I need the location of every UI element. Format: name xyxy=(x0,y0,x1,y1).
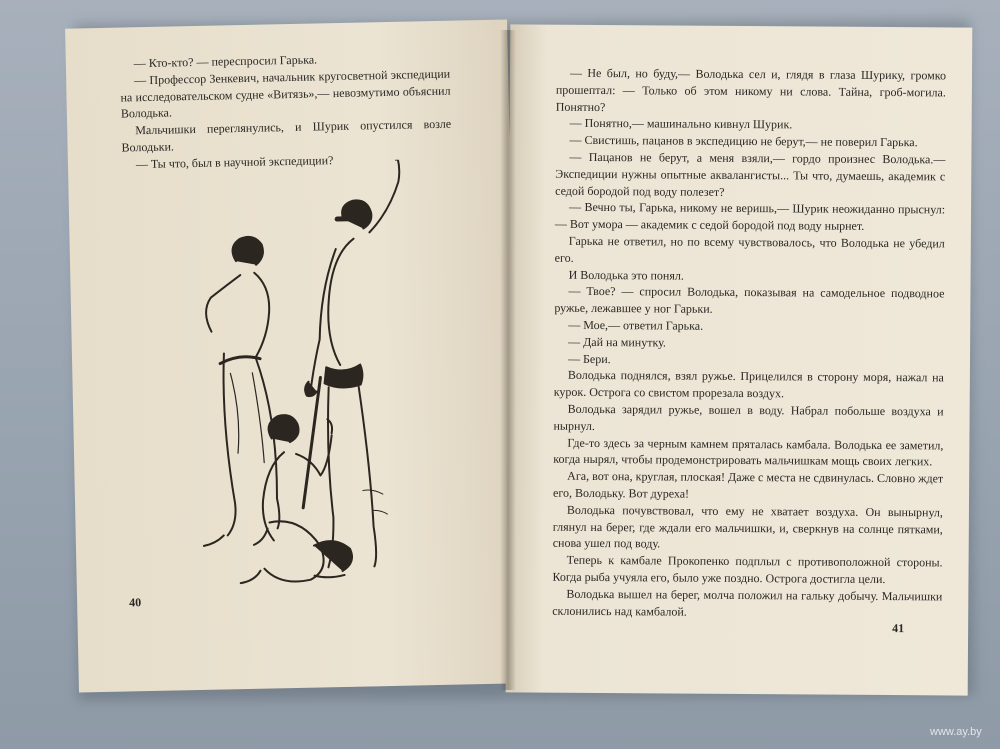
paragraph: — Профессор Зенкевич, начальник кругосветной экспедиции на исследовательском судне «Витязь»,— невозмутимо объяснил Володька. xyxy=(120,66,451,121)
paragraph: — Дай на минутку. xyxy=(568,334,666,350)
three-boys-sketch-icon xyxy=(156,159,429,594)
paragraph: — Бери. xyxy=(567,351,611,366)
page-number-left: 40 xyxy=(128,595,142,610)
paragraph: Ага, вот она, круглая, плоская! Даже с места не сдвинулась. Словно ждет его, Володьку. Вот дуреха! xyxy=(553,468,944,501)
paragraph: Гарька не ответил, но по всему чувствовалось, что Володька не убедил его. xyxy=(554,233,945,265)
paragraph: — Вечно ты, Гарька, никому не веришь,— Шурик неожиданно прыснул: — Вот умора — академик с седой бородой под воду нырнет. xyxy=(554,200,946,234)
left-page-text xyxy=(120,49,452,173)
paragraph: Володька почувствовал, что ему не хватает воздуха. Он вынырнул, глянул на берег, где ждали его мальчишки, и, сверкнув на солнце пятками, снова ушел под воду. xyxy=(552,502,943,551)
book-gutter xyxy=(500,30,516,690)
paragraph: — Кто-кто? — переспросил Гарька. xyxy=(133,52,318,71)
paragraph: — Пацанов не берут, а меня взяли,— гордо произнес Володька.— Экспедиции нужны опытные аквалангисты... Ты что, думаешь, академик с седой бородой под воду полезет? xyxy=(555,149,946,199)
paragraph: И Володька это понял. xyxy=(568,267,684,283)
watermark: www.ay.by xyxy=(930,726,982,738)
paragraph: Где-то здесь за черным камнем пряталась камбала. Володька ее заметил, когда нырял, чтобы продемонстрировать мальчишкам мощь своих легких. xyxy=(553,435,944,469)
paragraph: — Свистишь, пацанов в экспедицию не берут,— не поверил Гарька. xyxy=(569,132,918,150)
right-page-text xyxy=(552,65,946,622)
paragraph: — Мое,— ответил Гарька. xyxy=(568,317,704,333)
paragraph: Володька вышел на берег, молча положил на гальку добычу. Мальчишки склонились над камбалой. xyxy=(552,586,943,619)
paragraph: — Ты что, был в научной экспедиции? xyxy=(135,152,334,172)
paragraph: Володька зарядил ружье, вошел в воду. Набрал побольше воздуха и нырнул. xyxy=(553,401,944,433)
paragraph: Теперь к камбале Прокопенко подплыл с противоположной стороны. Когда рыба учуяла его, было уже поздно. Острога достигла цели. xyxy=(552,552,943,586)
paragraph: Мальчишки переглянулись, и Шурик опустился возле Володьки. xyxy=(121,116,452,155)
right-page xyxy=(506,24,973,695)
left-page xyxy=(65,19,521,692)
paragraph: — Не был, но буду,— Володька сел и, глядя в глаза Шурику, громко прошептал: — Только об этом никому ни слова. Тайна, гроб-могила. Понятно? xyxy=(555,65,947,114)
paragraph: — Твое? — спросил Володька, показывая на самодельное подводное ружье, лежавшее у ног Гарьки. xyxy=(554,284,945,316)
page-number-right: 41 xyxy=(892,621,905,636)
paragraph: — Понятно,— машинально кивнул Шурик. xyxy=(569,116,793,132)
paragraph: Володька поднялся, взял ружье. Прицелился в сторону моря, нажал на курок. Острога со свистом прорезала воздух. xyxy=(553,368,944,401)
